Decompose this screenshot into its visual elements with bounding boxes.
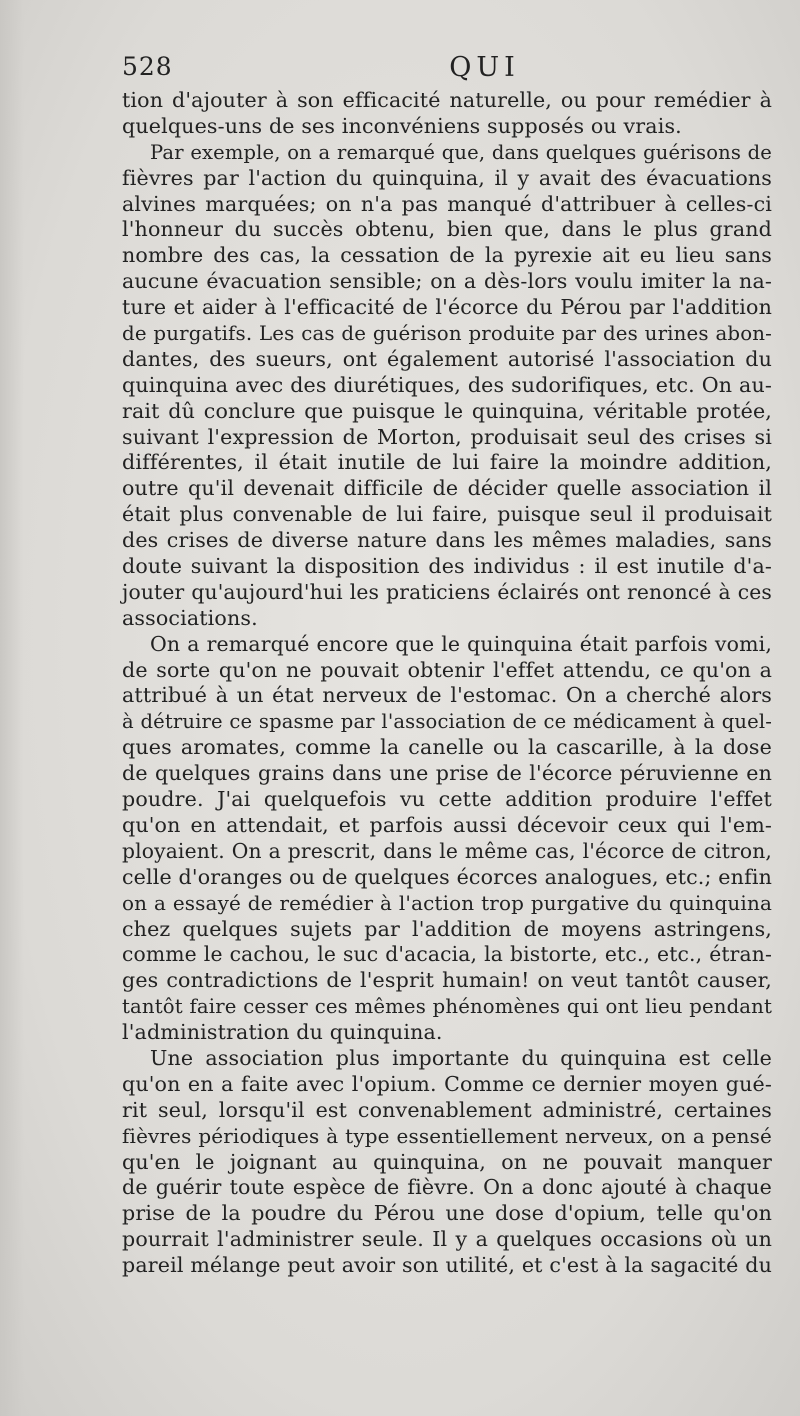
text-line: nombre des cas, la cessation de la pyrexie ait eu lieu sans (122, 243, 772, 268)
text-line: on a essayé de remédier à l'action trop purgative du quinquina (122, 890, 772, 915)
text-line: rit seul, lorsqu'il est convenablement administré, certaines (122, 1097, 772, 1122)
text-line: tantôt faire cesser ces mêmes phénomènes qui ont lieu pendant (122, 995, 772, 1019)
text-line: rait dû conclure que puisque le quinquina, véritable protée, (122, 398, 772, 423)
text-line: quelques-uns de ses inconvéniens supposés ou vrais. (122, 113, 682, 138)
text-line: doute suivant la disposition des individus : il est inutile d'a- (122, 554, 772, 579)
text-line: On a remarqué encore que le quinquina était parfois vomi, (150, 631, 772, 656)
text-line: l'administration du quinquina. (122, 1020, 443, 1045)
text-line: ques aromates, comme la canelle ou la cascarille, à la dose (122, 735, 772, 760)
text-line: poudre. J'ai quelquefois vu cette addition produire l'effet (122, 787, 772, 812)
text-line: fièvres périodiques à type essentiellement nerveux, on a pensé (122, 1123, 772, 1148)
page-gutter-shadow (0, 0, 24, 1416)
text-line: de sorte qu'on ne pouvait obtenir l'effet attendu, ce qu'on a (122, 657, 772, 682)
text-line: qu'on en attendait, et parfois aussi décevoir ceux qui l'em- (122, 812, 772, 837)
text-line: jouter qu'aujourd'hui les praticiens éclairés ont renoncé à ces (122, 579, 772, 604)
text-line: de purgatifs. Les cas de guérison produite par des urines abon- (122, 322, 772, 346)
text-line: pareil mélange peut avoir son utilité, et c'est à la sagacité du (122, 1253, 772, 1278)
text-line: attribué à un état nerveux de l'estomac. On a cherché alors (122, 683, 772, 708)
text-line: ture et aider à l'efficacité de l'écorce du Pérou par l'addition (122, 295, 772, 320)
text-line: était plus convenable de lui faire, puisque seul il produisait (122, 502, 772, 527)
text-line: Par exemple, on a remarqué que, dans quelques guérisons de (150, 140, 772, 164)
text-line: dantes, des sueurs, ont également autorisé l'association du (122, 346, 772, 371)
text-line: quinquina avec des diurétiques, des sudorifiques, etc. On au- (122, 372, 772, 397)
text-line: ges contradictions de l'esprit humain! on veut tantôt causer, (122, 968, 772, 993)
text-line: l'honneur du succès obtenu, bien que, dans le plus grand (122, 217, 772, 242)
text-line: des crises de diverse nature dans les mêmes maladies, sans (122, 528, 772, 553)
text-line: Une association plus importante du quinquina est celle (150, 1045, 772, 1070)
text-line: de guérir toute espèce de fièvre. On a donc ajouté à chaque (122, 1175, 772, 1200)
text-line: pourrait l'administrer seule. Il y a quelques occasions où un (122, 1227, 772, 1252)
text-line: suivant l'expression de Morton, produisait seul des crises si (122, 424, 772, 449)
text-line: alvines marquées; on n'a pas manqué d'attribuer à celles-ci (122, 191, 772, 216)
text-line: qu'en le joignant au quinquina, on ne pouvait manquer (122, 1149, 772, 1174)
running-head: QUI (449, 52, 520, 83)
text-line: fièvres par l'action du quinquina, il y avait des évacuations (122, 165, 772, 190)
text-line: qu'on en a faite avec l'opium. Comme ce dernier moyen gué- (122, 1071, 772, 1096)
text-line: celle d'oranges ou de quelques écorces analogues, etc.; enfin (122, 864, 772, 889)
body-text (122, 88, 772, 1279)
text-line: tion d'ajouter à son efficacité naturelle, ou pour remédier à (122, 88, 772, 112)
text-line: associations. (122, 605, 258, 630)
text-line: différentes, il était inutile de lui faire la moindre addition, (122, 450, 772, 475)
text-line: à détruire ce spasme par l'association de ce médicament à quel- (122, 710, 772, 734)
text-line: chez quelques sujets par l'addition de moyens astringens, (122, 916, 772, 941)
text-line: prise de la poudre du Pérou une dose d'opium, telle qu'on (122, 1201, 772, 1226)
text-line: ployaient. On a prescrit, dans le même cas, l'écorce de citron, (122, 838, 772, 863)
text-line: outre qu'il devenait difficile de décider quelle association il (122, 476, 772, 501)
page-header (122, 52, 772, 86)
text-line: de quelques grains dans une prise de l'écorce péruvienne en (122, 761, 772, 786)
text-line: comme le cachou, le suc d'acacia, la bistorte, etc., etc., étran- (122, 942, 772, 967)
text-line: aucune évacuation sensible; on a dès-lors voulu imiter la na- (122, 269, 772, 294)
page-number: 528 (122, 52, 173, 81)
